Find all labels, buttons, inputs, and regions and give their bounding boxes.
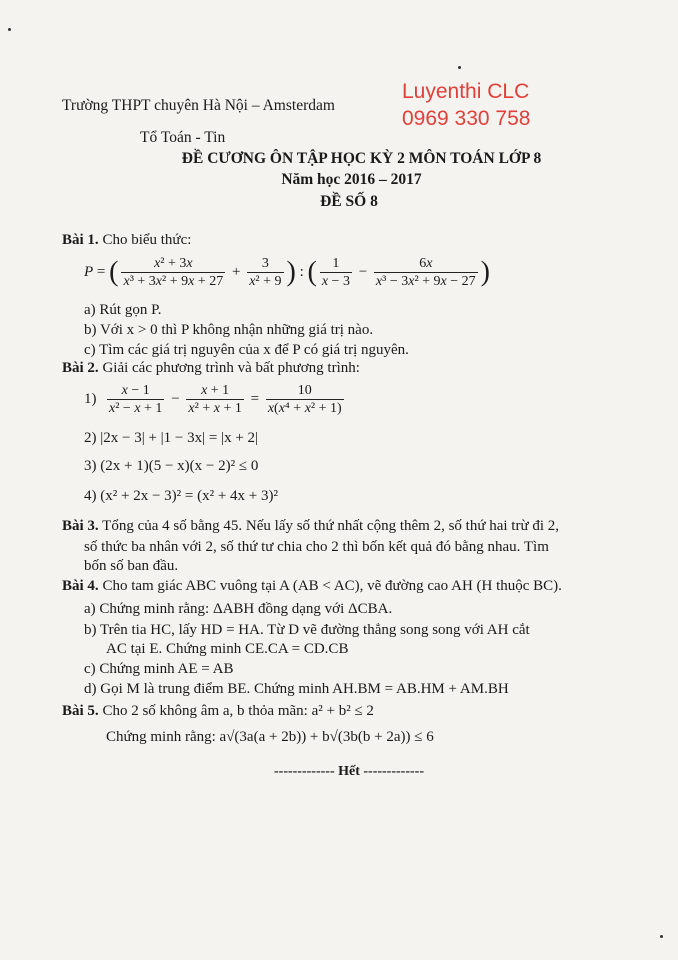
- exam-number: ĐỀ SỐ 8: [320, 193, 378, 210]
- bai1-label: Bài 1.: [62, 232, 99, 248]
- bai5-intro: Cho 2 số không âm a, b thỏa mãn: a² + b² ≤ 2: [102, 703, 374, 719]
- department: Tổ Toán - Tin: [140, 129, 226, 146]
- bai4-a: a) Chứng minh rằng: ΔABH đồng dạng với ΔCBA.: [84, 601, 393, 617]
- bai4-label: Bài 4.: [62, 578, 99, 594]
- bai1-heading: [62, 232, 191, 249]
- bai5-heading: [62, 703, 374, 720]
- scan-speck: [8, 28, 11, 31]
- bai2-label: Bài 2.: [62, 360, 99, 376]
- scan-speck: [660, 935, 663, 938]
- bai4-d: d) Gọi M là trung điểm BE. Chứng minh AH.BM = AB.HM + AM.BH: [84, 681, 509, 697]
- bai3-label: Bài 3.: [62, 518, 99, 534]
- bai5-label: Bài 5.: [62, 703, 99, 719]
- bai2-eq4: 4) (x² + 2x − 3)² = (x² + 4x + 3)²: [84, 488, 279, 504]
- bai4-c: c) Chứng minh AE = AB: [84, 661, 234, 677]
- bai4-b1: b) Trên tia HC, lấy HD = HA. Từ D vẽ đường thẳng song song với AH cắt: [84, 622, 530, 638]
- bai5-prove: Chứng minh rằng: a√(3a(a + 2b)) + b√(3b(b + 2a)) ≤ 6: [106, 729, 434, 745]
- scan-speck: [458, 66, 461, 69]
- bai2-eq3: 3) (2x + 1)(5 − x)(x − 2)² ≤ 0: [84, 458, 259, 474]
- bai2-intro: Giải các phương trình và bất phương trình:: [102, 360, 360, 376]
- school-name: Trường THPT chuyên Hà Nội – Amsterdam: [62, 97, 335, 114]
- bai3-line2: số thức ba nhân với 2, số thứ tư chia cho 2 thì bốn kết quả đó bằng nhau. Tìm: [84, 539, 549, 555]
- bai1-b: b) Với x > 0 thì P không nhận những giá trị nào.: [84, 322, 374, 338]
- bai3-line3: bốn số ban đầu.: [84, 558, 179, 574]
- bai3-line1: [62, 518, 559, 535]
- bai4-b2: AC tại E. Chứng minh CE.CA = CD.CB: [106, 641, 349, 657]
- bai1-intro: Cho biểu thức:: [102, 232, 192, 248]
- brand-watermark: [402, 78, 530, 132]
- bai2-eq2: 2) |2x − 3| + |1 − 3x| = |x + 2|: [84, 430, 259, 446]
- bai3-text1: Tổng của 4 số bằng 45. Nếu lấy số thứ nhất cộng thêm 2, số thứ hai trừ đi 2,: [102, 518, 559, 534]
- brand-name: Luyenthi CLC: [402, 80, 530, 103]
- bai4-heading: [62, 578, 562, 595]
- brand-phone: 0969 330 758: [402, 107, 531, 130]
- bai1-c: c) Tìm các giá trị nguyên của x để P có giá trị nguyên.: [84, 342, 409, 358]
- bai1-expression: P = ( $\frac{\text{x² + 3x}}{\text{x³ + 3x² + 9x + 27}}$ + $\frac{3}{\text{x² + 9}}$ ) : ( $\frac{1}{x - 3}$ − $\frac{6x}{\text{x³ − 3x² + 9x − 27}}$ ): [84, 256, 490, 289]
- bai2-heading: [62, 360, 360, 377]
- bai2-eq1: 1) $\frac{x - 1}{\text{x² − x + 1}}$ − $\frac{x + 1}{\text{x² + x + 1}}$ = $\frac{10}{\text{x(x⁴ + x² + 1)}}$: [84, 383, 342, 416]
- exam-title: ĐỀ CƯƠNG ÔN TẬP HỌC KỲ 2 MÔN TOÁN LỚP 8: [181, 150, 542, 167]
- bai1-a: a) Rút gọn P.: [84, 302, 162, 318]
- school-year: Năm học 2016 – 2017: [281, 171, 422, 188]
- end-marker: ------------- Hết -------------: [274, 764, 424, 779]
- bai4-intro: Cho tam giác ABC vuông tại A (AB < AC), vẽ đường cao AH (H thuộc BC).: [102, 578, 562, 594]
